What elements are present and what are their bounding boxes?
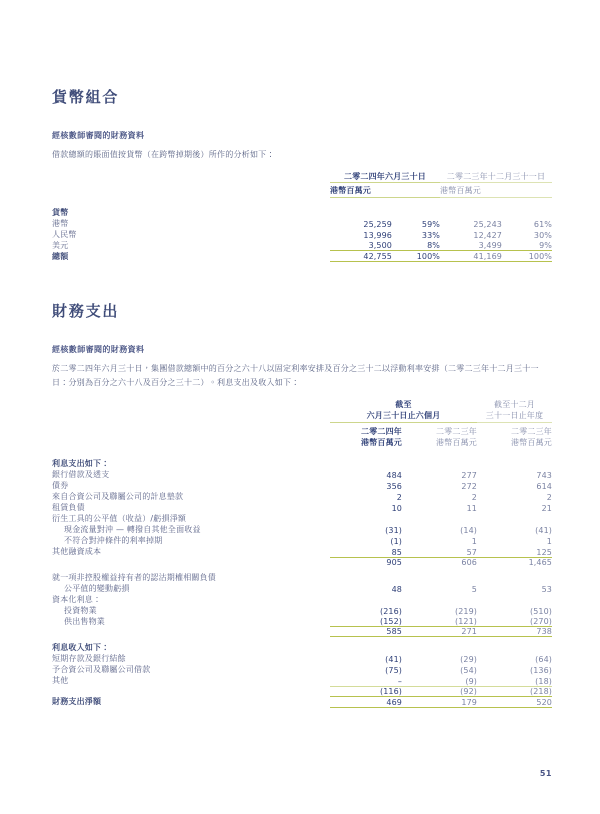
- row-current: 356: [386, 482, 402, 492]
- page-title-finance-costs: 財務支出: [52, 302, 120, 321]
- expense-subtotal-row: [52, 557, 552, 567]
- row-label: 來自合資公司及聯屬公司的計息墊款: [52, 492, 184, 502]
- capitalised-heading: 資本化利息：: [52, 594, 102, 604]
- table-row: [52, 616, 552, 627]
- row-annual: 2: [546, 493, 552, 503]
- income-subtotal-row: [52, 686, 552, 696]
- finance-year-header-row: [52, 422, 552, 437]
- row-label: 供出售物業: [64, 616, 105, 626]
- row-label: 就一項非控股權益持有者的認沽期權相關負債: [52, 572, 216, 582]
- row-current-percent: 59%: [421, 219, 440, 229]
- header-annual-group-line1: 截至十二月: [494, 399, 535, 409]
- capitalised-heading-row: [52, 594, 552, 605]
- header-prior-period: 二零二三年十二月三十一日: [440, 171, 552, 183]
- net-total-annual: 520: [477, 696, 552, 707]
- table-row: [52, 480, 552, 491]
- row-prior: 272: [461, 482, 477, 492]
- row-current: (1): [390, 537, 402, 547]
- row-label: 短期存款及銀行結餘: [52, 654, 126, 664]
- total-current-amount: 42,755: [330, 251, 392, 262]
- subtotal-prior: (92): [402, 686, 477, 696]
- net-total-current: 469: [330, 696, 402, 707]
- currency-mix-unit-header-row: [52, 183, 552, 198]
- table-row: [52, 583, 552, 594]
- table-row: [52, 513, 552, 524]
- row-current: (75): [385, 666, 402, 676]
- row-current: [330, 572, 402, 583]
- table-row: [52, 572, 552, 583]
- table-row: [52, 229, 552, 240]
- header-prior-unit: 港幣百萬元: [440, 183, 502, 198]
- table-row: [52, 664, 552, 675]
- row-prior-amount: 12,427: [473, 230, 502, 240]
- row-prior: 57: [466, 547, 477, 557]
- intro-paragraph-finance-costs: 於二零二四年六月三十日，集團借款總額中的百分之六十八以固定利率安排及百分之三十二以浮動利率安排（二零二三年十二月三十一日：分別為百分之六十八及百分之三十二）。利息支出及收入如下：: [52, 363, 539, 387]
- table-row: [52, 535, 552, 546]
- row-label: 其他融資成本: [52, 547, 102, 557]
- finance-group-header-row-2: [52, 410, 552, 422]
- page-number: 51: [539, 769, 552, 778]
- row-label: 美元: [52, 240, 69, 250]
- net-total-label: 財務支出淨額: [52, 697, 102, 707]
- row-current-amount: 3,500: [368, 241, 392, 251]
- row-label: 公平值的變動虧損: [64, 583, 130, 593]
- row-label: 衍生工具的公平值（收益）/虧損淨額: [52, 514, 187, 524]
- subtotal-annual: 1,465: [477, 557, 552, 567]
- row-annual: (270): [529, 617, 552, 627]
- subtotal-prior: 606: [402, 557, 477, 567]
- finance-unit-header-row: [52, 437, 552, 449]
- row-current: 2: [396, 493, 402, 503]
- row-prior-amount: 25,243: [473, 219, 502, 229]
- subtotal-prior: 271: [402, 627, 477, 637]
- header-annual-group-line2: 三十一日止年度: [477, 410, 552, 422]
- sub-heading-finance-costs: 經核數師審閱的財務資料: [52, 344, 145, 354]
- row-prior: (9): [465, 676, 477, 686]
- net-total-prior: 179: [402, 696, 477, 707]
- row-prior: 277: [461, 471, 477, 481]
- row-label: 租賃負債: [52, 503, 85, 513]
- row-current: (216): [379, 606, 402, 616]
- section-divider-space: [52, 262, 552, 302]
- row-current: 85: [391, 547, 402, 557]
- row-annual: (41): [535, 526, 552, 536]
- table-row: [52, 605, 552, 616]
- table-row: [52, 502, 552, 513]
- total-current-percent: 100%: [392, 251, 440, 262]
- row-annual: (510): [529, 606, 552, 616]
- subtotal-current: (116): [330, 686, 402, 696]
- row-current-amount: 25,259: [363, 219, 392, 229]
- currency-mix-period-header-row: [52, 171, 552, 183]
- subtotal-annual: (218): [477, 686, 552, 696]
- row-prior-percent: 30%: [533, 230, 552, 240]
- page-content: [52, 88, 552, 708]
- row-current: 484: [386, 471, 402, 481]
- row-label: 銀行借款及透支: [52, 470, 110, 480]
- row-prior: 11: [466, 504, 477, 514]
- subtotal-label: [52, 686, 330, 696]
- table-spacer: [52, 162, 552, 171]
- row-current: –: [397, 676, 402, 686]
- table-row: [52, 491, 552, 502]
- table-row: [52, 675, 552, 686]
- row-annual: (136): [529, 666, 552, 676]
- section-currency-mix: [52, 88, 552, 262]
- currency-mix-table: [52, 162, 552, 263]
- table-row: [52, 546, 552, 557]
- page-title-currency-mix: 貨幣組合: [52, 88, 120, 106]
- row-prior: (14): [460, 526, 477, 536]
- expense-heading-row: [52, 458, 552, 469]
- row-annual: 614: [536, 482, 552, 492]
- row-annual: [477, 572, 552, 583]
- currency-group-label: 貨幣: [52, 207, 69, 217]
- header-annual-unit: 港幣百萬元: [511, 438, 552, 448]
- subtotal-current: 585: [330, 627, 402, 637]
- capitalised-subtotal-row: [52, 627, 552, 637]
- row-prior: (29): [460, 655, 477, 665]
- subtotal-annual: 738: [477, 627, 552, 637]
- subtotal-current: 905: [330, 557, 402, 567]
- table-row: [52, 524, 552, 535]
- row-annual: (18): [535, 676, 552, 686]
- row-current: 48: [391, 584, 402, 594]
- row-annual: 743: [536, 471, 552, 481]
- finance-group-header-row: [52, 399, 552, 411]
- row-prior-percent: 9%: [539, 241, 552, 251]
- header-prior-unit: 港幣百萬元: [436, 438, 477, 448]
- header-current-unit: 港幣百萬元: [330, 183, 392, 198]
- row-prior: 5: [471, 584, 477, 594]
- income-heading-row: [52, 642, 552, 653]
- row-label: 不符合對沖條件的利率掉期: [64, 536, 163, 546]
- income-heading: 利息收入如下：: [52, 643, 110, 653]
- row-prior: 2: [471, 493, 477, 503]
- currency-total-row: [52, 251, 552, 262]
- row-label: 其他: [52, 676, 69, 686]
- row-current: [330, 513, 402, 524]
- section-finance-costs: [52, 302, 552, 707]
- finance-costs-table: [52, 390, 552, 708]
- header-interim-group-line2: 六月三十日止六個月: [330, 410, 477, 422]
- header-annual-year: 二零二三年: [511, 426, 552, 436]
- table-row: [52, 469, 552, 480]
- row-label: 予合資公司及聯屬公司借款: [52, 665, 151, 675]
- intro-paragraph-currency-mix: 借款總額的賬面值按貨幣（在跨幣掉期後）所作的分析如下：: [52, 149, 275, 159]
- total-prior-percent: 100%: [502, 251, 552, 262]
- table-spacer: [52, 449, 552, 458]
- net-finance-cost-row: [52, 696, 552, 707]
- row-prior: [402, 572, 477, 583]
- row-annual: (64): [535, 655, 552, 665]
- expense-heading: 利息支出如下：: [52, 459, 110, 469]
- header-interim-group-line1: 截至: [395, 399, 412, 409]
- row-current-percent: 8%: [427, 241, 440, 251]
- row-annual: 53: [541, 584, 552, 594]
- row-current: (152): [379, 617, 402, 627]
- row-prior: (54): [460, 666, 477, 676]
- row-current-percent: 33%: [421, 230, 440, 240]
- row-annual: 1: [546, 537, 552, 547]
- row-prior: [402, 513, 477, 524]
- row-label: 現金流量對沖 — 轉撥自其他全面收益: [64, 525, 201, 535]
- total-prior-amount: 41,169: [440, 251, 502, 262]
- subtotal-label: [52, 627, 330, 637]
- row-annual: 21: [541, 504, 552, 514]
- row-prior: (121): [454, 617, 477, 627]
- header-current-year: 二零二四年: [361, 426, 402, 436]
- table-spacer: [52, 197, 552, 207]
- row-prior-percent: 61%: [533, 219, 552, 229]
- row-annual: [477, 513, 552, 524]
- table-row: [52, 653, 552, 664]
- row-label: 港幣: [52, 218, 69, 228]
- row-label: 投資物業: [64, 605, 97, 615]
- row-label: 人民幣: [52, 229, 77, 239]
- row-current: (31): [385, 526, 402, 536]
- header-current-period: 二零二四年六月三十日: [330, 171, 440, 183]
- row-current-amount: 13,996: [363, 230, 392, 240]
- table-spacer: [52, 390, 552, 399]
- row-label: 債券: [52, 481, 69, 491]
- row-current: (41): [385, 655, 402, 665]
- sub-heading-currency-mix: 經核數師審閱的財務資料: [52, 130, 145, 140]
- table-row: [52, 240, 552, 251]
- row-prior-amount: 3,499: [478, 241, 502, 251]
- header-prior-year: 二零二三年: [436, 426, 477, 436]
- row-prior: 1: [471, 537, 477, 547]
- header-current-unit: 港幣百萬元: [361, 438, 402, 448]
- row-annual: 125: [536, 547, 552, 557]
- row-current: 10: [391, 504, 402, 514]
- subtotal-label: [52, 557, 330, 567]
- currency-group-label-row: [52, 207, 552, 218]
- row-prior: (219): [454, 606, 477, 616]
- table-row: [52, 218, 552, 229]
- total-label: 總額: [52, 251, 69, 261]
